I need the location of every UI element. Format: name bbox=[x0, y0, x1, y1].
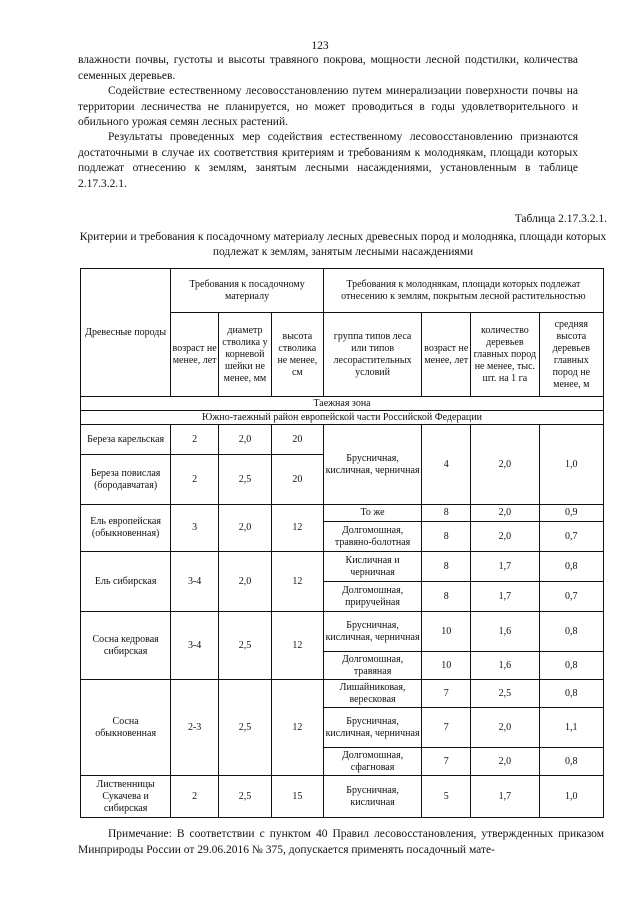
forest-type-cell: Долгомошная, сфагновая bbox=[323, 748, 422, 776]
forest-type-cell: Лишайниковая, вересковая bbox=[323, 680, 422, 708]
species-cell: Ель сибирская bbox=[81, 552, 171, 612]
height-cell: 12 bbox=[271, 612, 323, 680]
age-cell: 2 bbox=[171, 776, 219, 818]
forest-type-cell: Долгомошная, травяно-болотная bbox=[323, 522, 422, 552]
forest-type-cell: Долгомошная, приручейная bbox=[323, 582, 422, 612]
table-row bbox=[81, 776, 604, 818]
header-col-height: высота стволика не менее, см bbox=[271, 313, 323, 397]
paragraph-3: Результаты проведенных мер содействия естественному лесовосстановлению признаются достаточными в случае их соответствия критериям и требованиям к молоднякам, площади которых подлежат отнесению к землям, занятым лесными насаждениями, установленным в таблице 2.17.3.2.1. bbox=[78, 131, 578, 190]
header-species: Древесные породы bbox=[81, 269, 171, 397]
criteria-table bbox=[80, 268, 604, 818]
height-cell: 12 bbox=[271, 552, 323, 612]
zone-row: Таежная зона bbox=[81, 397, 604, 411]
diameter-cell: 2,5 bbox=[218, 612, 271, 680]
species-cell: Сосна кедровая сибирская bbox=[81, 612, 171, 680]
avg-height-cell: 1,0 bbox=[539, 425, 603, 505]
avg-height-cell: 0,9 bbox=[539, 505, 603, 522]
diameter-cell: 2,5 bbox=[218, 455, 271, 505]
header-col-young-age: возраст не менее, лет bbox=[422, 313, 471, 397]
young-age-cell: 8 bbox=[422, 505, 471, 522]
young-age-cell: 8 bbox=[422, 552, 471, 582]
species-cell: Береза повислая (бородавчатая) bbox=[81, 455, 171, 505]
header-col-diameter: диаметр стволика у корневой шейки не менее, мм bbox=[218, 313, 271, 397]
young-age-cell: 8 bbox=[422, 582, 471, 612]
table-note: Примечание: В соответствии с пунктом 40 Правил лесовосстановления, утвержденных приказом Минприроды России от 29.06.2016 № 375, допускается применять посадочный мате- bbox=[78, 828, 604, 856]
header-planting-material: Требования к посадочному материалу bbox=[171, 269, 324, 313]
diameter-cell: 2,0 bbox=[218, 425, 271, 455]
avg-height-cell: 0,7 bbox=[539, 522, 603, 552]
young-age-cell: 5 bbox=[422, 776, 471, 818]
young-age-cell: 4 bbox=[422, 425, 471, 505]
tree-count-cell: 1,7 bbox=[471, 582, 539, 612]
header-young-stands: Требования к молоднякам, площади которых подлежат отнесению к землям, покрытым лесной растительностью bbox=[323, 269, 603, 313]
avg-height-cell: 0,8 bbox=[539, 680, 603, 708]
height-cell: 12 bbox=[271, 680, 323, 776]
age-cell: 3-4 bbox=[171, 552, 219, 612]
avg-height-cell: 0,8 bbox=[539, 612, 603, 652]
paragraph-2: Содействие естественному лесовосстановлению путем минерализации поверхности почвы на территории лесничества не планируется, но может проводиться в годы удовлетворительного и обильного урожая семян лесных растений. bbox=[78, 85, 578, 128]
young-age-cell: 10 bbox=[422, 652, 471, 680]
tree-count-cell: 1,7 bbox=[471, 776, 539, 818]
tree-count-cell: 2,5 bbox=[471, 680, 539, 708]
tree-count-cell: 2,0 bbox=[471, 522, 539, 552]
avg-height-cell: 0,7 bbox=[539, 582, 603, 612]
young-age-cell: 7 bbox=[422, 748, 471, 776]
diameter-cell: 2,5 bbox=[218, 680, 271, 776]
paragraph-1: влажности почвы, густоты и высоты травяного покрова, мощности лесной подстилки, количества семенных деревьев. bbox=[78, 54, 578, 82]
age-cell: 2 bbox=[171, 425, 219, 455]
forest-type-cell: Брусничная, кисличная, черничная bbox=[323, 612, 422, 652]
page-number: 123 bbox=[311, 40, 329, 52]
table-label: Таблица 2.17.3.2.1. bbox=[514, 213, 607, 225]
young-age-cell: 7 bbox=[422, 680, 471, 708]
species-cell: Береза карельская bbox=[81, 425, 171, 455]
table-row bbox=[81, 552, 604, 582]
avg-height-cell: 1,0 bbox=[539, 776, 603, 818]
table-row bbox=[81, 425, 604, 455]
table-row bbox=[81, 612, 604, 652]
young-age-cell: 8 bbox=[422, 522, 471, 552]
forest-type-cell: Кисличная и черничная bbox=[323, 552, 422, 582]
forest-type-cell: То же bbox=[323, 505, 422, 522]
age-cell: 3-4 bbox=[171, 612, 219, 680]
tree-count-cell: 1,6 bbox=[471, 652, 539, 680]
avg-height-cell: 1,1 bbox=[539, 708, 603, 748]
young-age-cell: 10 bbox=[422, 612, 471, 652]
header-col-tree-count: количество деревьев главных пород не менее, тыс. шт. на 1 га bbox=[471, 313, 539, 397]
tree-count-cell: 2,0 bbox=[471, 505, 539, 522]
height-cell: 15 bbox=[271, 776, 323, 818]
table-caption: Критерии и требования к посадочному материалу лесных древесных пород и молодняка, площади которых подлежат к землям, занятым лесными насаждениями bbox=[79, 231, 607, 258]
diameter-cell: 2,0 bbox=[218, 552, 271, 612]
diameter-cell: 2,5 bbox=[218, 776, 271, 818]
avg-height-cell: 0,8 bbox=[539, 552, 603, 582]
forest-type-cell: Долгомошная, травяная bbox=[323, 652, 422, 680]
header-col-age: возраст не менее, лет bbox=[171, 313, 219, 397]
forest-type-cell: Брусничная, кисличная bbox=[323, 776, 422, 818]
age-cell: 2-3 bbox=[171, 680, 219, 776]
height-cell: 20 bbox=[271, 455, 323, 505]
age-cell: 2 bbox=[171, 455, 219, 505]
age-cell: 3 bbox=[171, 505, 219, 552]
tree-count-cell: 2,0 bbox=[471, 708, 539, 748]
tree-count-cell: 2,0 bbox=[471, 748, 539, 776]
species-cell: Сосна обыкновенная bbox=[81, 680, 171, 776]
tree-count-cell: 1,7 bbox=[471, 552, 539, 582]
species-cell: Лиственницы Сукачева и сибирская bbox=[81, 776, 171, 818]
forest-type-cell: Брусничная, кисличная, черничная bbox=[323, 425, 422, 505]
table-row bbox=[81, 680, 604, 708]
region-row: Южно-таежный район европейской части Российской Федерации bbox=[81, 411, 604, 425]
table-row bbox=[81, 505, 604, 522]
avg-height-cell: 0,8 bbox=[539, 748, 603, 776]
tree-count-cell: 1,6 bbox=[471, 612, 539, 652]
young-age-cell: 7 bbox=[422, 708, 471, 748]
height-cell: 12 bbox=[271, 505, 323, 552]
forest-type-cell: Брусничная, кисличная, черничная bbox=[323, 708, 422, 748]
header-col-forest-type: группа типов леса или типов лесорастительных условий bbox=[323, 313, 422, 397]
diameter-cell: 2,0 bbox=[218, 505, 271, 552]
height-cell: 20 bbox=[271, 425, 323, 455]
species-cell: Ель европейская (обыкновенная) bbox=[81, 505, 171, 552]
avg-height-cell: 0,8 bbox=[539, 652, 603, 680]
tree-count-cell: 2,0 bbox=[471, 425, 539, 505]
header-col-avg-height: средняя высота деревьев главных пород не менее, м bbox=[539, 313, 603, 397]
